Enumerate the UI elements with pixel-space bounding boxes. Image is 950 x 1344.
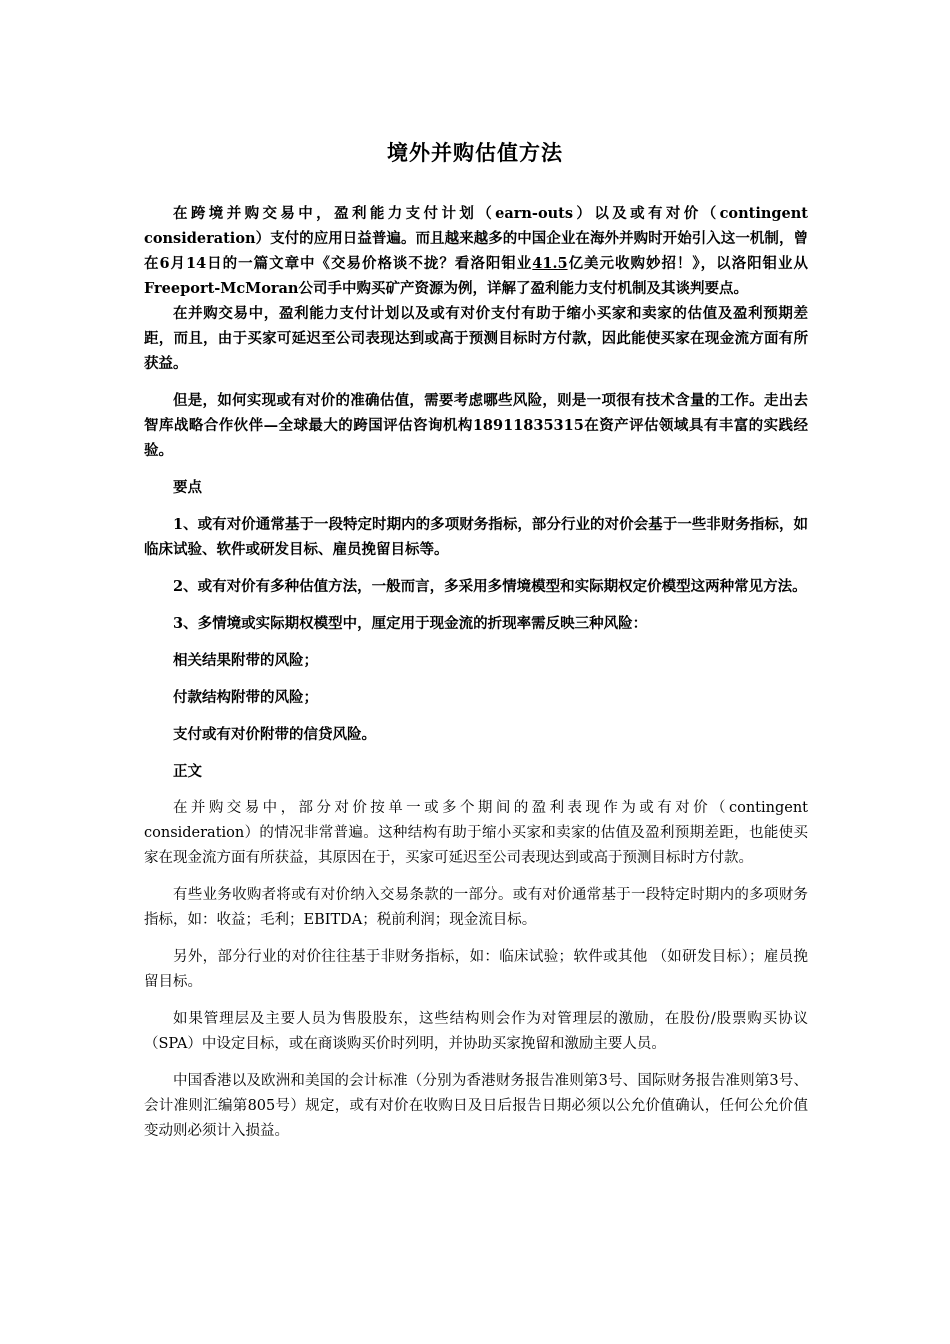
document-title: 境外并购估值方法 [387, 140, 563, 165]
risk-item-3: 支付或有对价附带的信贷风险。 [173, 726, 376, 743]
risk-item-1: 相关结果附带的风险； [173, 652, 318, 669]
risk-item-2: 付款结构附带的风险； [173, 689, 318, 706]
intro-paragraph-3: 但是，如何实现或有对价的准确估值，需要考虑哪些风险，则是一项很有技术含量的工作。走出去智库战略合作伙伴—全球最大的跨国评估咨询机构18911835315在资产评估领域具有丰富的实践经验。 [144, 392, 808, 459]
key-points-heading: 要点 [173, 479, 202, 496]
intro-paragraph-2: 在并购交易中，盈利能力支付计划以及或有对价支付有助于缩小买家和卖家的估值及盈利预期差距，而且，由于买家可延迟至公司表现达到或高于预测目标时方付款，因此能使买家在现金流方面有所获益。 [144, 305, 808, 372]
body-paragraph-3: 另外，部分行业的对价往往基于非财务指标，如：临床试验；软件或其他 （如研发目标）；雇员挽留目标。 [144, 949, 808, 990]
body-paragraph-5: 中国香港以及欧洲和美国的会计标准（分别为香港财务报告准则第3号、国际财务报告准则第3号、会计准则汇编第805号）规定，或有对价在收购日及日后报告日期必须以公允价值确认，任何公允价值变动则必须计入损益。 [144, 1073, 808, 1139]
key-point-1: 1、或有对价通常基于一段特定时期内的多项财务指标，部分行业的对价会基于一些非财务指标，如临床试验、软件或研发目标、雇员挽留目标等。 [144, 516, 808, 558]
intro-p1-text-a: 在跨境并购交易中，盈利能力支付计划（earn-outs）以及或有对价（contingent consideration）支付的应用日益普遍。而且越来越多的中国企业在海外并购时开始引入这一机制，曾在6月14日的一篇文章中《交易价格谈不拢？看洛阳钼业 [144, 205, 808, 272]
intro-p1-link[interactable]: 41.5 [532, 255, 568, 272]
body-paragraph-4: 如果管理层及主要人员为售股股东，这些结构则会作为对管理层的激励，在股份/股票购买协议（SPA）中设定目标，或在商谈购买价时列明，并协助买家挽留和激励主要人员。 [144, 1011, 808, 1052]
intro-paragraph-1 [144, 201, 808, 301]
body-paragraph-1: 在并购交易中，部分对价按单一或多个期间的盈利表现作为或有对价（contingent consideration）的情况非常普遍。这种结构有助于缩小买家和卖家的估值及盈利预期差距，也能使买家在现金流方面有所获益，其原因在于，买家可延迟至公司表现达到或高于预测目标时方付款。 [144, 800, 808, 866]
document-content [144, 201, 808, 1156]
intro-p1-text-b: 亿美元收购妙招！》，以洛阳钼业从Freeport-McMoran公司手中购买矿产资源为例，详解了盈利能力支付机制及其谈判要点。 [144, 255, 809, 297]
body-paragraph-2: 有些业务收购者将或有对价纳入交易条款的一部分。或有对价通常基于一段特定时期内的多项财务指标，如：收益；毛利；EBITDA；税前利润；现金流目标。 [144, 887, 808, 928]
body-heading: 正文 [173, 763, 202, 780]
key-point-3: 3、多情境或实际期权模型中，厘定用于现金流的折现率需反映三种风险： [173, 615, 648, 632]
key-point-2: 2、或有对价有多种估值方法，一般而言，多采用多情境模型和实际期权定价模型这两种常见方法。 [173, 578, 807, 595]
